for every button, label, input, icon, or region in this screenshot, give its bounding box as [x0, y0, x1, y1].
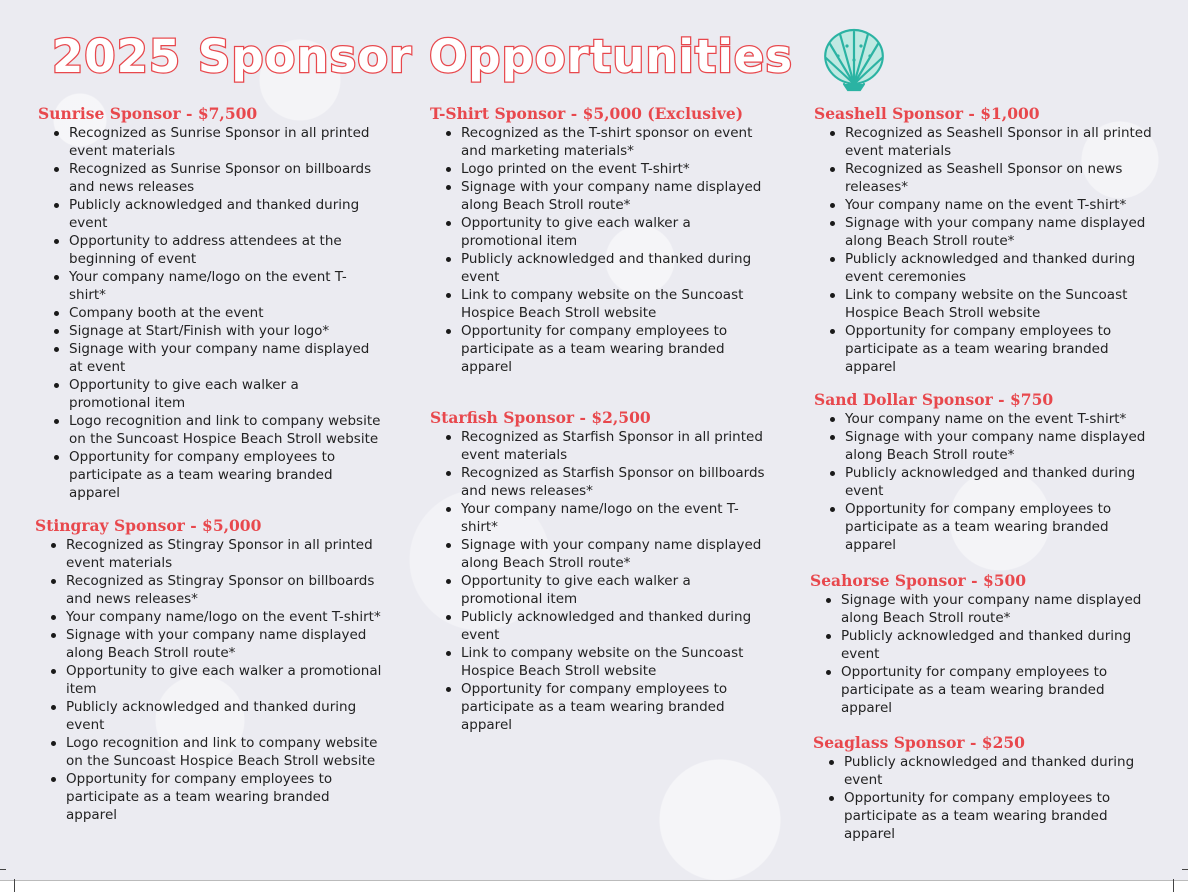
benefit-item: Logo printed on the event T-shirt*	[461, 160, 769, 178]
page-bottom-strip	[0, 881, 1188, 892]
benefit-item: Your company name on the event T-shirt*	[845, 410, 1153, 428]
benefit-item: Opportunity to give each walker a promotional item	[66, 663, 382, 697]
benefit-item: Opportunity for company employees to participate as a team wearing branded apparel	[845, 322, 1153, 376]
benefit-item: Publicly acknowledged and thanked during event	[66, 698, 383, 734]
starfish-sponsor-benefits	[430, 428, 769, 734]
seahorse-sponsor-section	[810, 571, 1153, 717]
benefit-item: Opportunity for company employees to participate as a team wearing branded apparel	[461, 322, 769, 376]
benefit-item: Recognized as Seashell Sponsor in all printed event materials	[845, 125, 1152, 159]
seashell-sponsor-section	[814, 104, 1153, 376]
benefit-item: Opportunity for company employees to participate as a team wearing branded apparel	[845, 500, 1153, 554]
benefit-item: Your company name on the event T-shirt*	[845, 196, 1153, 214]
benefit-item: Your company name/logo on the event T-shirt*	[69, 268, 383, 304]
benefit-item: Signage with your company name displayed along Beach Stroll route*	[461, 178, 769, 214]
benefit-item: Link to company website on the Suncoast Hospice Beach Stroll website	[461, 644, 769, 680]
crop-mark-left-h	[0, 869, 6, 870]
benefit-item: Signage with your company name displayed along Beach Stroll route*	[845, 428, 1153, 464]
tshirt-sponsor-heading: T-Shirt Sponsor - $5,000 (Exclusive)	[430, 104, 744, 123]
seahorse-sponsor-benefits	[810, 591, 1153, 717]
benefit-item: Opportunity for company employees to participate as a team wearing branded apparel	[69, 448, 383, 502]
benefit-item: Signage at Start/Finish with your logo*	[69, 322, 383, 340]
tshirt-sponsor-benefits	[430, 124, 769, 376]
seashell-sponsor-heading: Seashell Sponsor - $1,000	[814, 104, 1040, 123]
benefit-item: Recognized as the T-shirt sponsor on event and marketing materials*	[461, 124, 769, 160]
crop-mark-right-h	[1182, 869, 1188, 870]
benefit-item: Recognized as Sunrise Sponsor in all printed event materials	[69, 124, 383, 160]
benefit-item: Opportunity for company employees to participate as a team wearing branded apparel	[844, 789, 1153, 843]
benefit-item: Your company name/logo on the event T-shirt*	[461, 500, 769, 536]
column-left	[35, 104, 383, 824]
column-middle	[424, 104, 769, 734]
benefit-item: Opportunity for company employees to participate as a team wearing branded apparel	[66, 770, 383, 824]
sunrise-sponsor-benefits	[38, 124, 383, 502]
tshirt-sponsor-section	[430, 104, 769, 376]
stingray-sponsor-section	[35, 516, 383, 824]
benefit-item: Publicly acknowledged and thanked during event	[845, 464, 1153, 500]
benefit-item: Opportunity for company employees to participate as a team wearing branded apparel	[841, 663, 1153, 717]
benefit-item: Logo recognition and link to company website on the Suncoast Hospice Beach Stroll website	[66, 734, 383, 770]
benefit-item: Publicly acknowledged and thanked during event	[69, 196, 383, 232]
seaglass-sponsor-benefits	[813, 753, 1153, 843]
sunrise-sponsor-heading: Sunrise Sponsor - $7,500	[38, 104, 258, 123]
benefit-item: Recognized as Sunrise Sponsor on billboards and news releases	[69, 160, 383, 196]
benefit-item: Signage with your company name displayed along Beach Stroll route*	[845, 214, 1153, 250]
sanddollar-sponsor-section	[814, 390, 1153, 554]
benefit-item: Recognized as Seashell Sponsor on news releases*	[845, 160, 1153, 196]
benefit-item: Link to company website on the Suncoast Hospice Beach Stroll website	[461, 286, 769, 322]
benefit-item: Publicly acknowledged and thanked during event	[844, 753, 1153, 789]
sanddollar-sponsor-benefits	[814, 410, 1153, 554]
crop-mark-left	[14, 879, 15, 892]
benefit-item: Signage with your company name displayed along Beach Stroll route*	[66, 626, 383, 662]
crop-mark-right	[1173, 879, 1174, 892]
page-title: 2025 Sponsor Opportunities	[52, 30, 794, 83]
benefit-item: Opportunity to give each walker a promotional item	[461, 214, 769, 250]
benefit-item: Recognized as Stingray Sponsor on billboards and news releases*	[66, 572, 383, 608]
seashell-icon	[818, 26, 890, 92]
benefit-item: Logo recognition and link to company website on the Suncoast Hospice Beach Stroll website	[69, 412, 383, 448]
benefit-item: Opportunity to address attendees at the beginning of event	[69, 232, 383, 268]
benefit-item: Signage with your company name displayed along Beach Stroll route*	[841, 591, 1153, 627]
column-right	[808, 104, 1153, 843]
seaglass-sponsor-heading: Seaglass Sponsor - $250	[813, 733, 1025, 752]
stingray-sponsor-benefits	[35, 536, 383, 824]
sanddollar-sponsor-heading: Sand Dollar Sponsor - $750	[814, 390, 1054, 409]
benefit-item: Publicly acknowledged and thanked during event	[461, 608, 769, 644]
starfish-sponsor-section	[430, 408, 769, 734]
benefit-item: Recognized as Starfish Sponsor in all printed event materials	[461, 428, 769, 464]
seahorse-sponsor-heading: Seahorse Sponsor - $500	[810, 571, 1027, 590]
sunrise-sponsor-section	[38, 104, 383, 502]
benefit-item: Signage with your company name displayed at event	[69, 340, 383, 376]
benefit-item: Signage with your company name displayed along Beach Stroll route*	[461, 536, 769, 572]
benefit-item: Opportunity for company employees to participate as a team wearing branded apparel	[461, 680, 769, 734]
benefit-item: Your company name/logo on the event T-shirt*	[66, 608, 383, 626]
starfish-sponsor-heading: Starfish Sponsor - $2,500	[430, 408, 651, 427]
benefit-item: Publicly acknowledged and thanked during event	[841, 627, 1153, 663]
benefit-item: Recognized as Starfish Sponsor on billboards and news releases*	[461, 464, 769, 500]
seashell-sponsor-benefits	[814, 124, 1153, 376]
benefit-item: Publicly acknowledged and thanked during event	[461, 250, 769, 286]
benefit-item: Recognized as Stingray Sponsor in all printed event materials	[66, 536, 383, 572]
seaglass-sponsor-section	[813, 733, 1153, 843]
stingray-sponsor-heading: Stingray Sponsor - $5,000	[35, 516, 262, 535]
benefit-item: Publicly acknowledged and thanked during event ceremonies	[845, 250, 1153, 286]
benefit-item: Opportunity to give each walker a promotional item	[69, 376, 383, 412]
benefit-item: Link to company website on the Suncoast Hospice Beach Stroll website	[845, 286, 1153, 322]
benefit-item: Opportunity to give each walker a promotional item	[461, 572, 769, 608]
benefit-item: Company booth at the event	[69, 304, 383, 322]
